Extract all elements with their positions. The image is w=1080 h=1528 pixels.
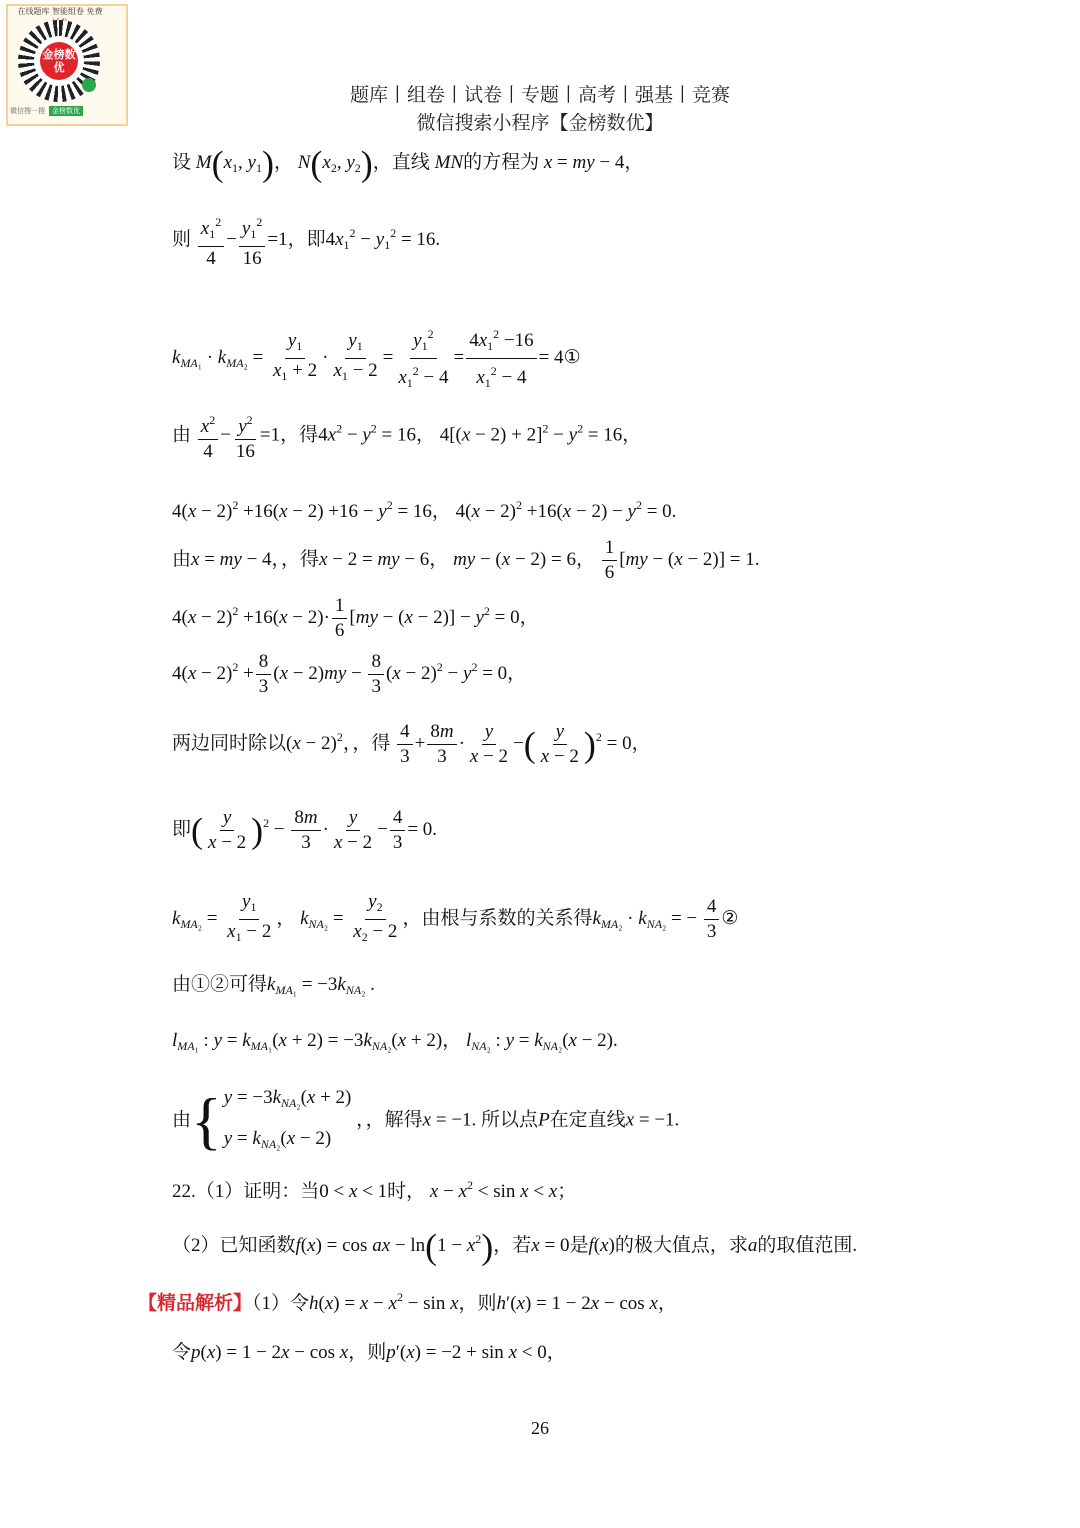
question-22-part2: （2）已知函数f(x) = cos ax − $\ln(1 - x^2)$，若x = 0是f(x)的极大值点，求a的取值范围. xyxy=(172,1226,858,1267)
solution-tag: 【精品解析】 xyxy=(138,1292,253,1314)
logo-top-text: 在线题库 智能组卷 免费 xyxy=(17,7,103,16)
line-divide: 两边同时除以$(x - 2)^2$，，得 $\frac{4}{3}$ + $\frac{8m}{3}$ · $\frac{y}{x - 2}$ −( $\frac{y}{x - 2}$ )$^2$ = 0， xyxy=(172,721,651,767)
logo-footer-text: 微信搜一搜 xyxy=(10,107,45,115)
line-hyperbola-eq: 由 $\frac{x^2}{4}$ − $\frac{y^2}{16}$ =1，得$4x^2 - y^2 = 16$， $4[(x - 2) + 2]^2 - y^2 = 16$， xyxy=(172,408,641,464)
logo-footer-tag: 金榜数优 xyxy=(49,106,83,116)
solution-line-1: 【精品解析】（1）令$h(x) = x - x^2 - \sin x$，则h′(x) = 1 − 2x − cos x， xyxy=(138,1290,677,1314)
header-nav: 题库丨组卷丨试卷丨专题丨高考丨强基丨竞赛 xyxy=(349,84,730,106)
line-set-points: 设 $M(x_1$, $y_1$)， $N(x_2$, $y_2$)，直线 MN的方程为 x = my − 4， xyxy=(172,143,644,184)
line-quadratic: 即( $\frac{y}{x - 2}$ )$^2$ − $\frac{8m}{3}$ · $\frac{y}{x - 2}$ − $\frac{4}{3}$ = 0. xyxy=(172,807,438,853)
header-sub: 微信搜索小程序【金榜数优】 xyxy=(416,112,664,134)
page-number: 26 xyxy=(531,1418,549,1438)
line-slope-product: $k_{MA_1} \cdot k_{MA_2}$ = $\frac{y_1}{x_1 + 2}$ · $\frac{y_1}{x_1 - 2}$ = $\frac{y_1^2}{x_1^2 - 4}$ = $\frac{4x_1^2 -16}{x_1^2 - 4}$ = 4① xyxy=(172,322,581,395)
line-expanded: $4(x - 2)^2 +16(x - 2) +16 - y^2 = 16$， $4(x - 2)^2 +16(x - 2) - y^2 = 0$. xyxy=(172,498,677,522)
line-simplified: $4(x - 2)^2$ + $\frac{8}{3}$ (x − 2)my − $\frac{8}{3}$ $(x - 2)^2 - y^2 = 0$， xyxy=(172,651,527,697)
line-substitute: 由x = my − 4，，得x − 2 = my − 6， my − (x − 2) = 6， $\frac{1}{6}$ [my − (x − 2)] = 1. xyxy=(172,537,760,583)
line-vieta: $k_{MA_2}$ = $\frac{y_1}{x_1 - 2}$ ， $k_{NA_2}$ = $\frac{y_2}{x_2 - 2}$ ，由根与系数的关系得$k_{MA_2} \cdot k_{NA_2}$ = − $\frac{4}{3}$ ② xyxy=(172,891,739,944)
solution-line-2: 令p(x) = 1 − 2x − cos x，则p′(x) = −2 + sin x < 0， xyxy=(172,1342,566,1363)
line-slope-relation: 由①②可得$k_{MA_1} = -3k_{NA_2}$ . xyxy=(172,974,375,997)
question-22-part1: 22.（1）证明：当0 < x < 1时， $x - x^2 < \sin x < x$； xyxy=(172,1178,577,1202)
line-system: 由{ $y = -3k_{NA_2}(x + 2)$ $y = k_{NA_2}(x - 2)$ ，，解得x = −1. 所以点P在定直线x = −1. xyxy=(172,1085,680,1156)
logo-badge: 金榜数优 xyxy=(40,42,78,80)
line-homogenize: $4(x - 2)^2 +16(x - 2)\cdot$ $\frac{1}{6}$ $[my - (x - 2)] - y^2 = 0$， xyxy=(172,595,539,641)
line-two-lines: $l_{MA_1}$ : $y = k_{MA_1}(x + 2) = -3k_{NA_2}(x + 2)$， $l_{NA_2}$ : $y = k_{NA_2}(x - 2)$. xyxy=(172,1030,618,1053)
line-hyperbola-point: 则 $\frac{x_1^2}{4}$ − $\frac{y_1^2}{16}$ =1，即$4x_1^2 - y_1^2 = 16$. xyxy=(172,210,440,271)
